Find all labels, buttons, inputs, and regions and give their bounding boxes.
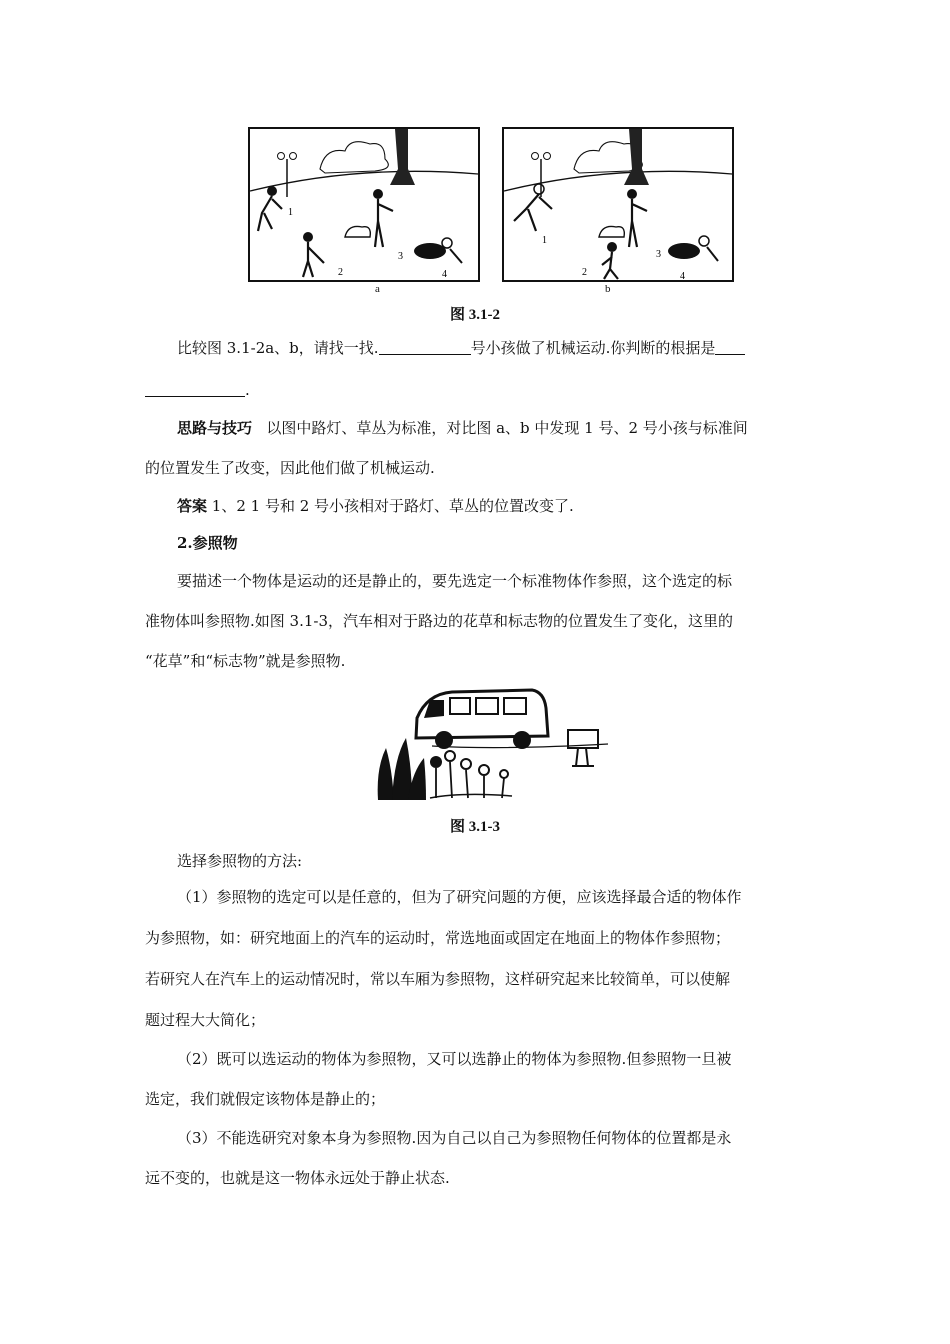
child-3 [373, 189, 393, 247]
car-scene-illustration [372, 688, 608, 806]
hint-line-1 [177, 418, 807, 438]
method-1-line-1: （1）参照物的选定可以是任意的，但为了研究问题的方便，应该选择最合适的物体作 [177, 888, 742, 906]
park-scene-illustration-a [250, 129, 478, 280]
child-2 [602, 242, 618, 279]
child-number-3: 3 [656, 249, 661, 260]
figure-panel-a [248, 127, 480, 282]
method-1-line-2: 为参照物，如：研究地面上的汽车的运动时，常选地面或固定在地面上的物体作参照物； [145, 929, 731, 947]
child-4 [668, 236, 718, 261]
answer-label: 答案 [177, 497, 208, 515]
panel-b-label: b [605, 283, 611, 295]
question-line-2 [145, 380, 807, 400]
method-3-line-2: 远不变的，也就是这一物体永远处于静止状态. [145, 1169, 450, 1187]
methods-intro: 选择参照物的方法: [177, 852, 303, 870]
method-1-line-4: 题过程大大简化； [145, 1011, 266, 1029]
hint-text-1: 以图中路灯、草丛为标准，对比图 a、b 中发现 1 号、2 号小孩与标准间 [266, 419, 748, 437]
signpost [568, 730, 598, 766]
question-text-2: 号小孩做了机械运动.你判断的根据是 [470, 339, 716, 357]
child-number-3: 3 [398, 251, 403, 262]
figure-3-1-2 [248, 127, 738, 297]
child-number-4: 4 [680, 271, 685, 280]
method-1-line-3: 若研究人在汽车上的运动情况时，常以车厢为参照物，这样研究起来比较简单，可以使解 [145, 970, 731, 988]
child-1 [258, 186, 282, 231]
child-number-1: 1 [542, 235, 547, 246]
answer-blank-1 [379, 339, 471, 355]
method-3-line-1: （3）不能选研究对象本身为参照物.因为自己以自己为参照物任何物体的位置都是永 [177, 1129, 732, 1147]
figure-3-1-3 [372, 688, 608, 806]
panel-a-label: a [375, 283, 380, 295]
answer-line [177, 496, 807, 516]
section-para-line-1: 要描述一个物体是运动的还是静止的，要先选定一个标准物体作参照，这个选定的标 [177, 572, 733, 590]
figure-panel-b [502, 127, 734, 282]
figure-caption-3-1-3: 图 3.1-3 [450, 819, 500, 835]
hint-line-2: 的位置发生了改变，因此他们做了机械运动. [145, 459, 435, 477]
question-text-1: 比较图 3.1-2a、b，请找一找. [177, 339, 379, 357]
method-2-line-2: 选定，我们就假定该物体是静止的； [145, 1090, 386, 1108]
question-end: . [245, 381, 250, 399]
question-line [177, 338, 807, 358]
child-1 [514, 184, 552, 231]
van [416, 690, 548, 749]
figure-caption-3-1-2: 图 3.1-2 [450, 307, 500, 323]
child-number-2: 2 [582, 267, 587, 278]
child-4 [414, 238, 462, 263]
park-scene-illustration-b [504, 129, 732, 280]
child-number-4: 4 [442, 269, 447, 280]
child-number-1: 1 [288, 207, 293, 218]
child-2 [303, 232, 324, 277]
child-3 [627, 189, 647, 247]
section-para-line-2: 准物体叫参照物.如图 3.1-3，汽车相对于路边的花草和标志物的位置发生了变化，这里的 [145, 612, 734, 630]
answer-text: 1、2 1 号和 2 号小孩相对于路灯、草丛的位置改变了. [211, 497, 574, 515]
answer-blank-2-cont [145, 381, 245, 397]
child-number-2: 2 [338, 267, 343, 278]
hint-label: 思路与技巧 [177, 419, 253, 437]
method-2-line-1: （2）既可以选运动的物体为参照物，又可以选静止的物体为参照物.但参照物一旦被 [177, 1050, 732, 1068]
section-para-line-3: “花草”和“标志物”就是参照物. [145, 652, 346, 670]
section-heading: 2.参照物 [177, 534, 238, 552]
answer-blank-2 [715, 339, 745, 355]
